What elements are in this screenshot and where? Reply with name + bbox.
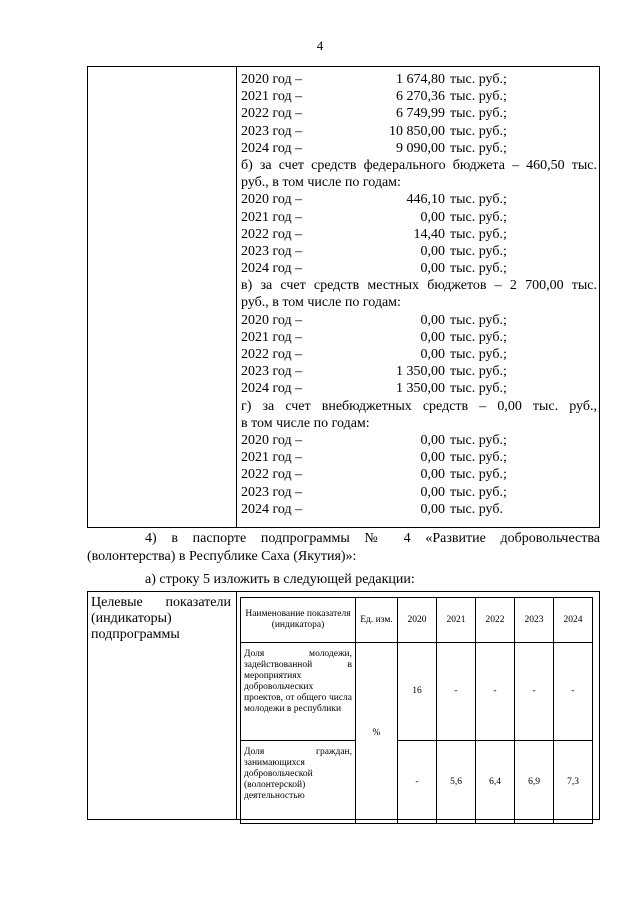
year-label: 2023 год –	[241, 123, 303, 139]
year-label: 2024 год –	[241, 381, 303, 397]
year-label: 2021 год –	[241, 329, 303, 345]
amount-unit: тыс. руб.;	[450, 432, 507, 448]
amount-value: 1 674,80	[396, 72, 445, 87]
amount-unit: тыс. руб.;	[450, 89, 507, 105]
indicator-name: Доля молодежи, задействованной в мероприятиях добровольческих проектов, от общего числа молодежи в республики	[241, 643, 356, 741]
federal-budget-line-2: руб., в том числе по годам:	[241, 175, 401, 191]
funding-year-line	[241, 449, 597, 466]
header-year: 2024	[554, 598, 593, 643]
indicator-value: 5,6	[437, 741, 476, 824]
funding-year-line	[241, 501, 597, 518]
amount-value: 14,40	[413, 226, 445, 242]
amount-value: 0,00	[420, 484, 445, 500]
table-row	[241, 741, 593, 824]
amount-unit: тыс. руб.;	[450, 329, 507, 345]
amount-value: 6 749,99	[396, 106, 445, 122]
funding-year-line	[241, 191, 597, 208]
amount-value: 1 350,00	[396, 364, 445, 380]
header-unit: Ед. изм.	[356, 598, 398, 643]
indicator-value: -	[476, 643, 515, 741]
indicator-value: 16	[398, 643, 437, 741]
funding-year-line	[241, 484, 597, 501]
indicator-value: 7,3	[554, 741, 593, 824]
indicator-value: 6,4	[476, 741, 515, 824]
header-name: Наименование показателя (индикатора)	[241, 598, 356, 643]
local-budget-line-2: руб., в том числе по годам:	[241, 295, 401, 311]
unit-cell: %	[356, 643, 398, 824]
amount-value: 446,10	[406, 192, 445, 208]
amount-unit: тыс. руб.;	[450, 364, 507, 380]
amount-unit: тыс. руб.;	[450, 72, 507, 87]
amount-unit: тыс. руб.;	[450, 192, 507, 208]
extrabudgetary-line-2: в том числе по годам:	[241, 415, 370, 431]
amount-value: 0,00	[420, 329, 445, 345]
row-label-line: Целевые показатели	[91, 595, 231, 610]
amount-unit: тыс. руб.;	[450, 312, 507, 328]
page-number: 4	[316, 38, 324, 53]
year-label: 2022 год –	[241, 106, 303, 122]
indicator-name: Доля граждан, занимающихся добровольческой (волонтерской) деятельностью	[241, 741, 356, 824]
amount-value: 0,00	[420, 450, 445, 466]
indicator-value: -	[437, 643, 476, 741]
paragraph-passport	[87, 530, 600, 566]
year-label: 2023 год –	[241, 484, 303, 500]
amount-value: 0,00	[420, 347, 445, 362]
amount-unit: тыс. руб.;	[450, 381, 507, 397]
amount-value: 0,00	[420, 501, 445, 517]
amount-unit: тыс. руб.;	[450, 347, 507, 362]
year-label: 2021 год –	[241, 89, 303, 105]
header-year: 2023	[515, 598, 554, 643]
amount-value: 0,00	[420, 209, 445, 225]
indicator-value: 6,9	[515, 741, 554, 824]
header-year: 2020	[398, 598, 437, 643]
paragraph-line-1: 4) в паспорте подпрограммы № 4 «Развитие добровольчества	[145, 531, 600, 546]
amount-value: 0,00	[420, 261, 445, 277]
amount-unit: тыс. руб.;	[450, 209, 507, 225]
row-label-line: подпрограммы	[91, 627, 180, 642]
funding-year-line	[241, 260, 597, 277]
year-label: 2022 год –	[241, 347, 303, 362]
amount-value: 6 270,36	[396, 89, 445, 105]
header-year: 2021	[437, 598, 476, 643]
indicator-value: -	[515, 643, 554, 741]
year-label: 2024 год –	[241, 140, 303, 156]
year-label: 2022 год –	[241, 467, 303, 483]
funding-year-line	[241, 363, 597, 380]
year-label: 2023 год –	[241, 243, 303, 259]
indicators-row-label	[91, 595, 231, 643]
funding-year-line	[241, 140, 597, 157]
column-divider	[236, 592, 237, 819]
funding-year-line	[241, 243, 597, 260]
funding-year-line	[241, 466, 597, 483]
year-label: 2024 год –	[241, 261, 303, 277]
table-row	[241, 643, 593, 741]
funding-year-line	[241, 346, 597, 363]
year-label: 2020 год –	[241, 192, 303, 208]
funding-year-line	[241, 329, 597, 346]
funding-year-line	[241, 209, 597, 226]
header-row	[241, 598, 593, 643]
year-label: 2020 год –	[241, 312, 303, 328]
amount-unit: тыс. руб.;	[450, 467, 507, 483]
year-label: 2022 год –	[241, 226, 303, 242]
amount-unit: тыс. руб.;	[450, 140, 507, 156]
year-label: 2020 год –	[241, 72, 303, 87]
federal-budget-line: б) за счет средств федерального бюджета – 460,50 тыс.	[241, 157, 597, 173]
amount-value: 9 090,00	[396, 140, 445, 156]
amount-unit: тыс. руб.;	[450, 450, 507, 466]
extrabudgetary-line: г) за счет внебюджетных средств – 0,00 тыс. руб.,	[241, 398, 597, 414]
funding-year-line	[241, 312, 597, 329]
amount-unit: тыс. руб.	[450, 501, 503, 517]
paragraph-line-2: (волонтерства) в Республике Саха (Якутия)»:	[87, 549, 357, 564]
indicator-value: -	[398, 741, 437, 824]
amount-unit: тыс. руб.;	[450, 243, 507, 259]
amount-unit: тыс. руб.;	[450, 106, 507, 122]
funding-year-line	[241, 88, 597, 105]
row-label-line: (индикаторы)	[91, 611, 172, 626]
amount-value: 0,00	[420, 312, 445, 328]
year-label: 2021 год –	[241, 209, 303, 225]
funding-year-line	[241, 432, 597, 449]
funding-content	[241, 71, 597, 518]
amount-unit: тыс. руб.;	[450, 484, 507, 500]
funding-year-line	[241, 380, 597, 397]
column-divider	[236, 67, 237, 527]
amount-value: 0,00	[420, 243, 445, 259]
funding-table	[87, 66, 600, 528]
funding-year-line	[241, 123, 597, 140]
year-label: 2020 год –	[241, 432, 303, 448]
year-label: 2024 год –	[241, 501, 303, 517]
indicators-inner-table	[240, 597, 593, 824]
amount-unit: тыс. руб.;	[450, 123, 507, 139]
indicator-value: -	[554, 643, 593, 741]
header-year: 2022	[476, 598, 515, 643]
local-budget-line: в) за счет средств местных бюджетов – 2 700,00 тыс.	[241, 278, 597, 294]
amount-value: 0,00	[420, 467, 445, 483]
amount-unit: тыс. руб.;	[450, 261, 507, 277]
funding-year-line	[241, 71, 597, 88]
paragraph-instruction: а) строку 5 изложить в следующей редакции:	[145, 572, 415, 587]
year-label: 2023 год –	[241, 364, 303, 380]
year-label: 2021 год –	[241, 450, 303, 466]
amount-value: 1 350,00	[396, 381, 445, 397]
funding-year-line	[241, 226, 597, 243]
amount-value: 0,00	[420, 432, 445, 448]
amount-value: 10 850,00	[389, 123, 445, 139]
amount-unit: тыс. руб.;	[450, 226, 507, 242]
funding-year-line	[241, 105, 597, 122]
